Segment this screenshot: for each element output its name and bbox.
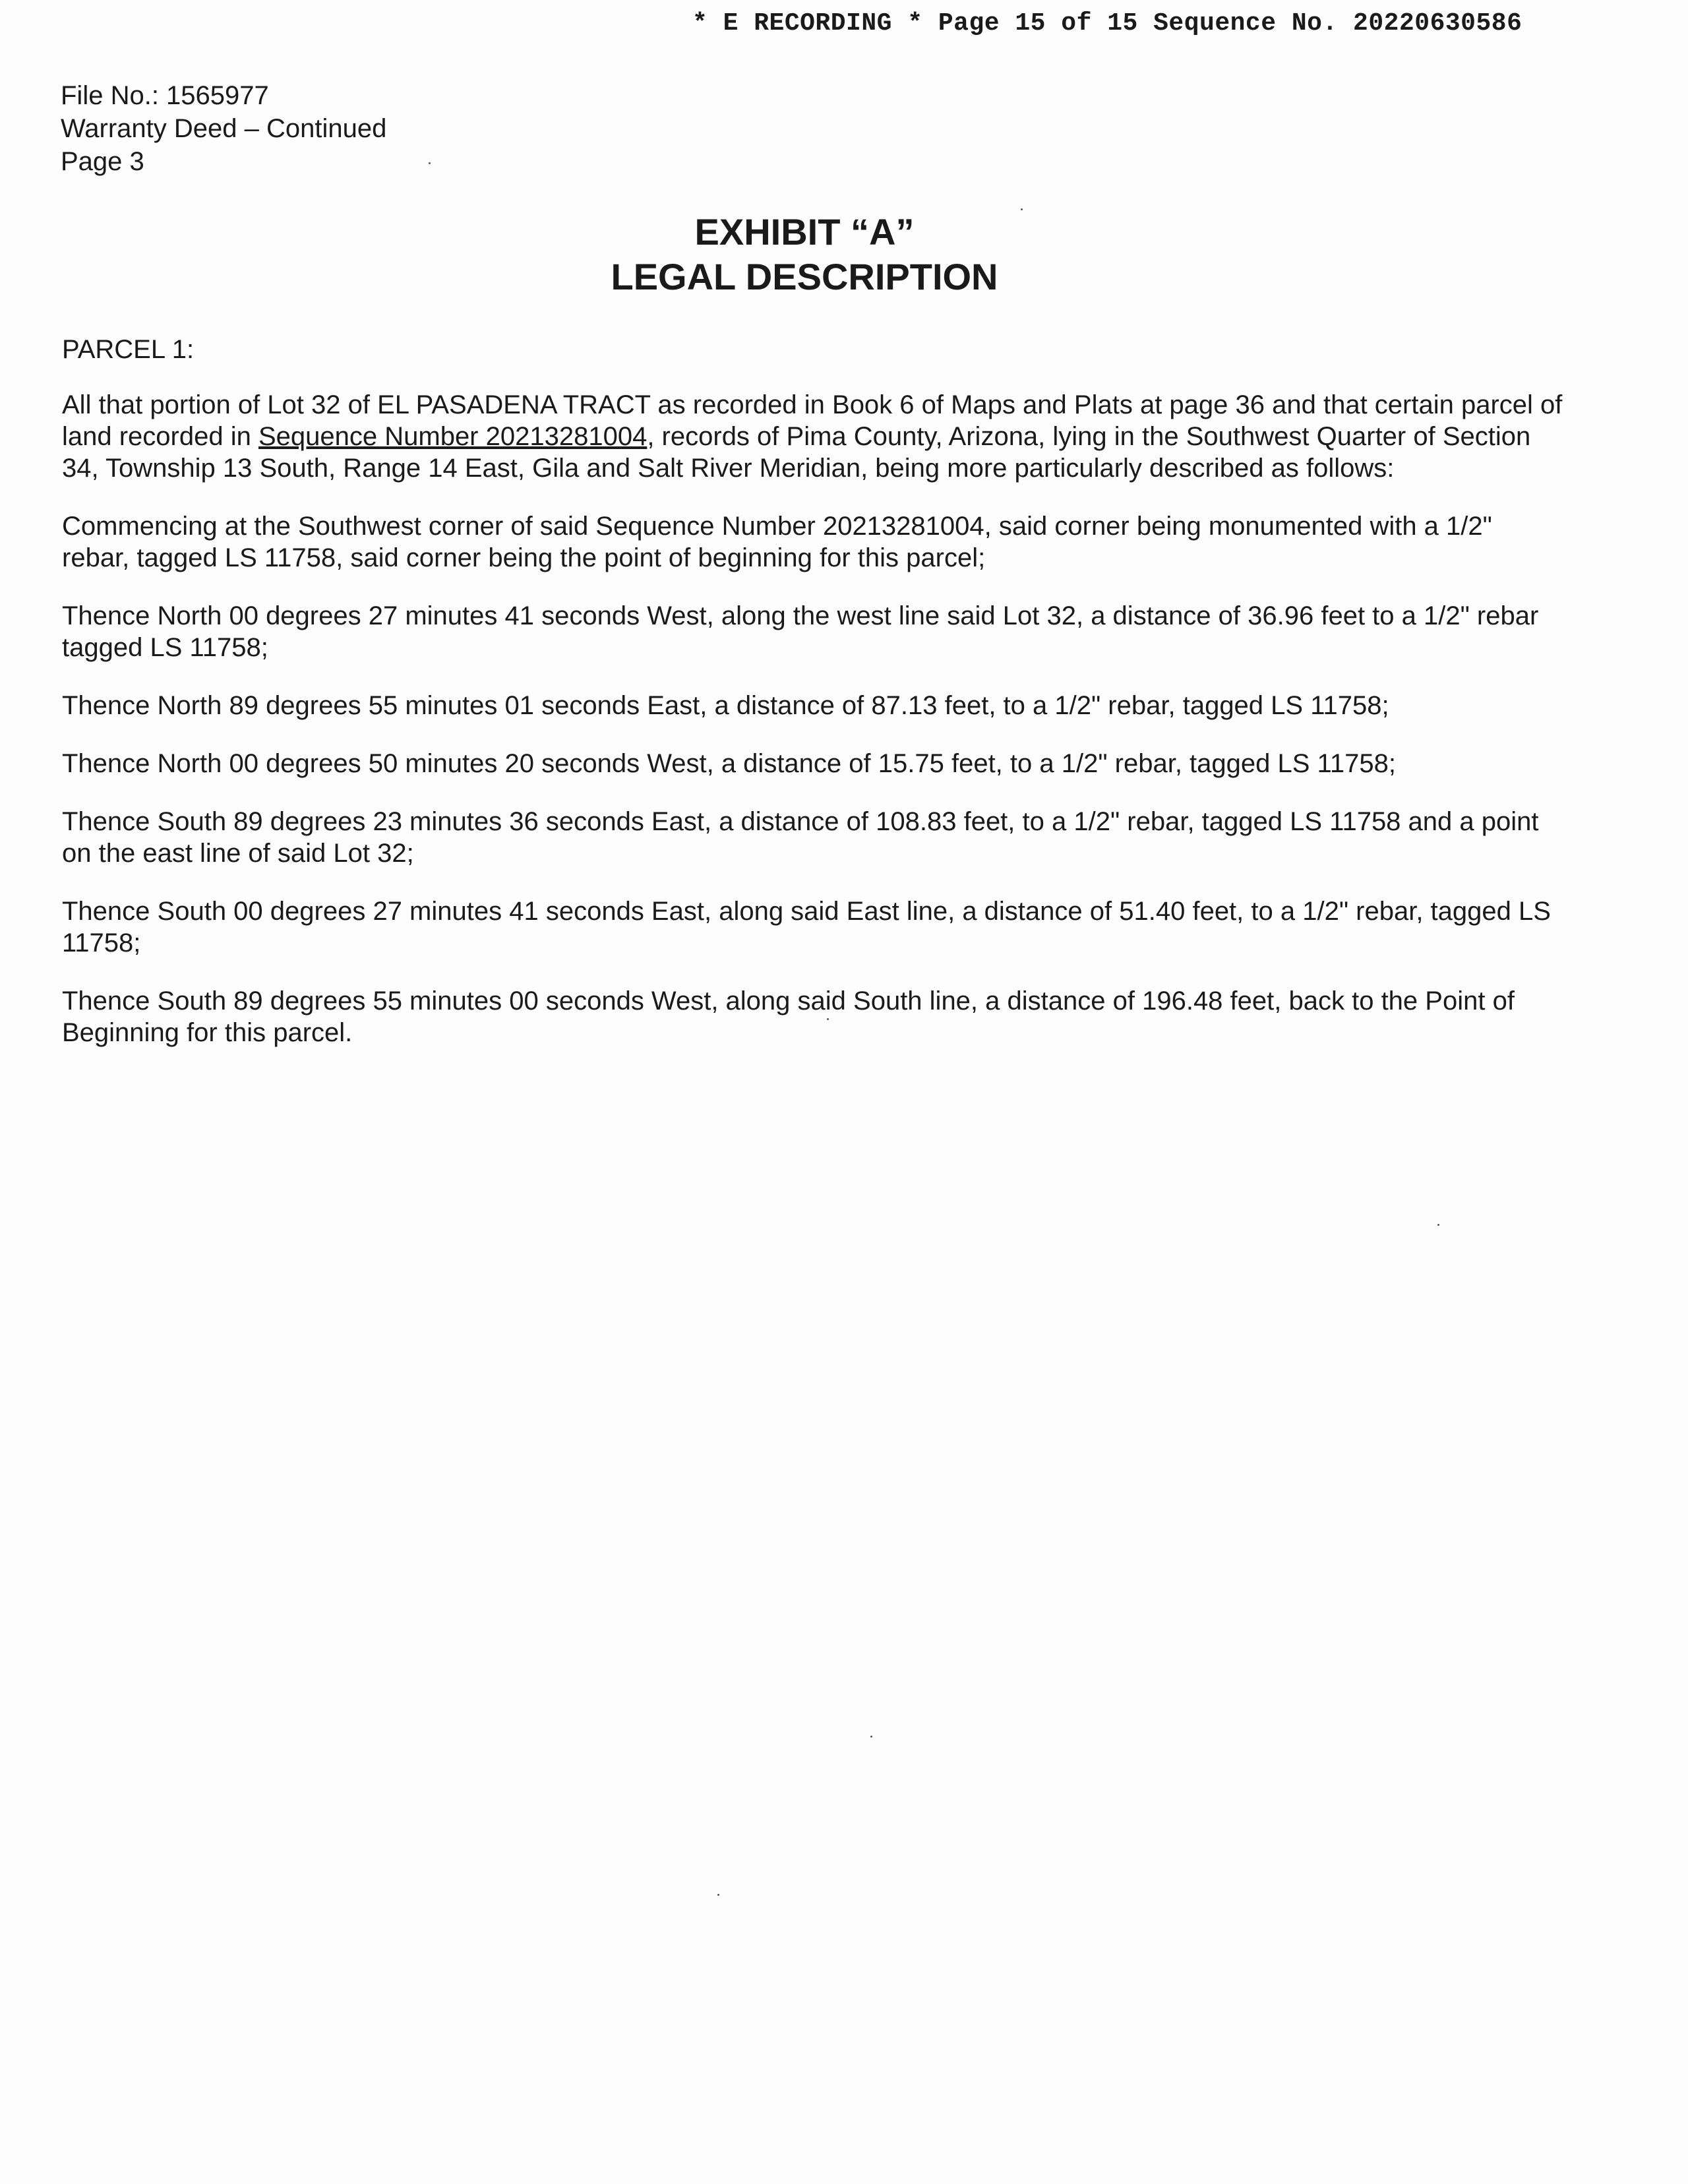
call-paragraph: Thence South 89 degrees 23 minutes 36 seconds East, a distance of 108.83 feet, to a 1/2" rebar, tagged LS 11758 and a point on the east line of said Lot 32; [62, 807, 1539, 868]
page-number: Page 3 [61, 147, 144, 176]
exhibit-heading [0, 210, 1609, 299]
file-number: File No.: 1565977 [61, 81, 269, 110]
intro-paragraph [62, 389, 1565, 484]
call-paragraph: Thence South 89 degrees 55 minutes 00 seconds West, along said South line, a distance of 196.48 feet, back to the Point of Beginning for this parcel. [62, 986, 1515, 1047]
exhibit-subtitle: LEGAL DESCRIPTION [611, 256, 998, 297]
legal-description-body [62, 389, 1565, 1075]
scan-speck [827, 1018, 829, 1020]
call-paragraph: Thence North 00 degrees 27 minutes 41 seconds West, along the west line said Lot 32, a distance of 36.96 feet to a 1/2" rebar tagged LS 11758; [62, 601, 1539, 662]
document-type: Warranty Deed – Continued [61, 114, 387, 143]
call-paragraph: Thence North 89 degrees 55 minutes 01 seconds East, a distance of 87.13 feet, to a 1/2" rebar, tagged LS 11758; [62, 691, 1389, 720]
call-paragraph: Thence North 00 degrees 50 minutes 20 seconds West, a distance of 15.75 feet, to a 1/2" rebar, tagged LS 11758; [62, 749, 1396, 778]
scan-speck [1437, 1224, 1439, 1226]
recording-header: * E RECORDING * Page 15 of 15 Sequence No. 20220630586 [692, 9, 1522, 38]
sequence-number-reference: Sequence Number 20213281004 [258, 422, 648, 451]
file-info-block [61, 79, 386, 178]
call-paragraph: Commencing at the Southwest corner of said Sequence Number 20213281004, said corner being monumented with a 1/2" rebar, tagged LS 11758, said corner being the point of beginning for this parcel; [62, 512, 1492, 572]
scan-speck [717, 1894, 719, 1896]
exhibit-title: EXHIBIT “A” [694, 211, 915, 253]
scan-speck [1021, 208, 1023, 210]
scan-speck [429, 162, 431, 164]
call-paragraph: Thence South 00 degrees 27 minutes 41 seconds East, along said East line, a distance of 51.40 feet, to a 1/2" rebar, tagged LS 11758; [62, 897, 1551, 957]
parcel-heading: PARCEL 1: [62, 335, 195, 364]
intro-text-before: All that portion of Lot 32 of EL PASADENA TRACT as recorded in Book 6 of Maps and Plats at page 36 and that certain parcel of land recorded in [62, 390, 1563, 451]
intro-text-after: , records of Pima County, Arizona, lying in the Southwest Quarter of Section 34, Township 13 South, Range 14 East, Gila and Salt River Meridian, being more particularly described as follows: [62, 422, 1531, 483]
scan-speck [870, 1736, 872, 1738]
